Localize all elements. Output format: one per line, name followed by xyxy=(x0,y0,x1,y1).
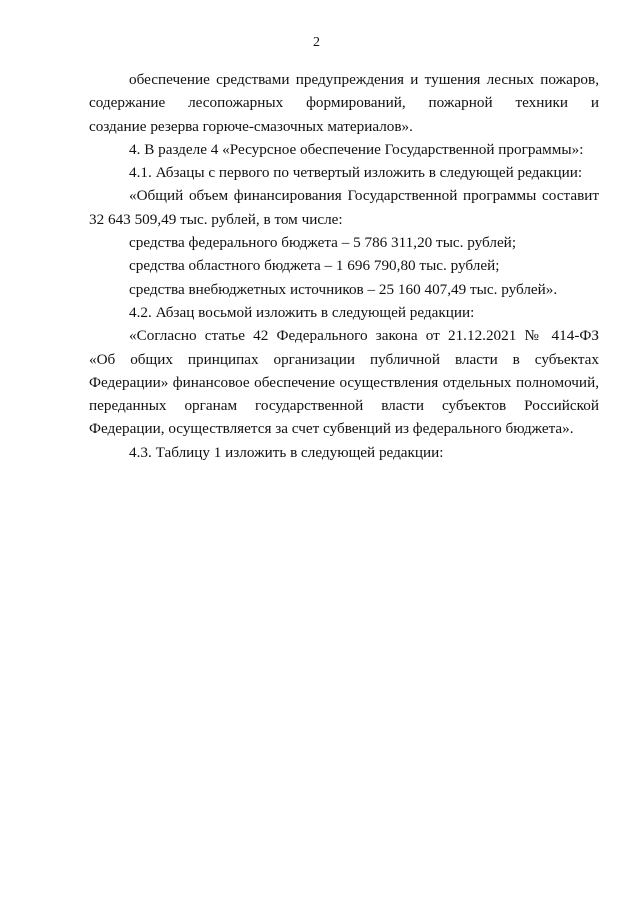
page-number: 2 xyxy=(313,35,320,50)
text-line: 4. В разделе 4 «Ресурсное обеспечение Государственной программы»: xyxy=(129,140,584,158)
document-body xyxy=(89,68,599,464)
text-line: обеспечение средствами предупреждения и тушения лесных пожаров, xyxy=(129,71,599,88)
text-line: средства внебюджетных источников – 25 160 407,49 тыс. рублей». xyxy=(129,280,558,298)
text-line: 4.1. Абзацы с первого по четвертый изложить в следующей редакции: xyxy=(129,164,583,182)
text-line: «Общий объем финансирования Государственной программы составит xyxy=(129,187,599,205)
text-line: 32 643 509,49 тыс. рублей, в том числе: xyxy=(89,210,343,228)
text-line: содержание лесопожарных формирований, пожарной техники и xyxy=(89,94,599,112)
text-line: создание резерва горюче-смазочных материалов». xyxy=(89,117,413,135)
text-line: средства федерального бюджета – 5 786 311,20 тыс. рублей; xyxy=(129,234,517,252)
text-line: средства областного бюджета – 1 696 790,80 тыс. рублей; xyxy=(129,257,500,275)
text-line: Федерации, осуществляется за счет субвенций из федерального бюджета». xyxy=(89,420,574,438)
text-line: Федерации» финансовое обеспечение осуществления отдельных полномочий, xyxy=(89,373,599,391)
text-line: 4.2. Абзац восьмой изложить в следующей редакции: xyxy=(129,303,475,321)
text-line: «Согласно статье 42 Федерального закона от 21.12.2021 № 414-ФЗ xyxy=(129,327,599,345)
text-line: переданных органам государственной власти субъектов Российской xyxy=(89,397,599,415)
text-line: 4.3. Таблицу 1 изложить в следующей редакции: xyxy=(129,443,444,461)
text-line: «Об общих принципах организации публичной власти в субъектах xyxy=(89,350,599,368)
